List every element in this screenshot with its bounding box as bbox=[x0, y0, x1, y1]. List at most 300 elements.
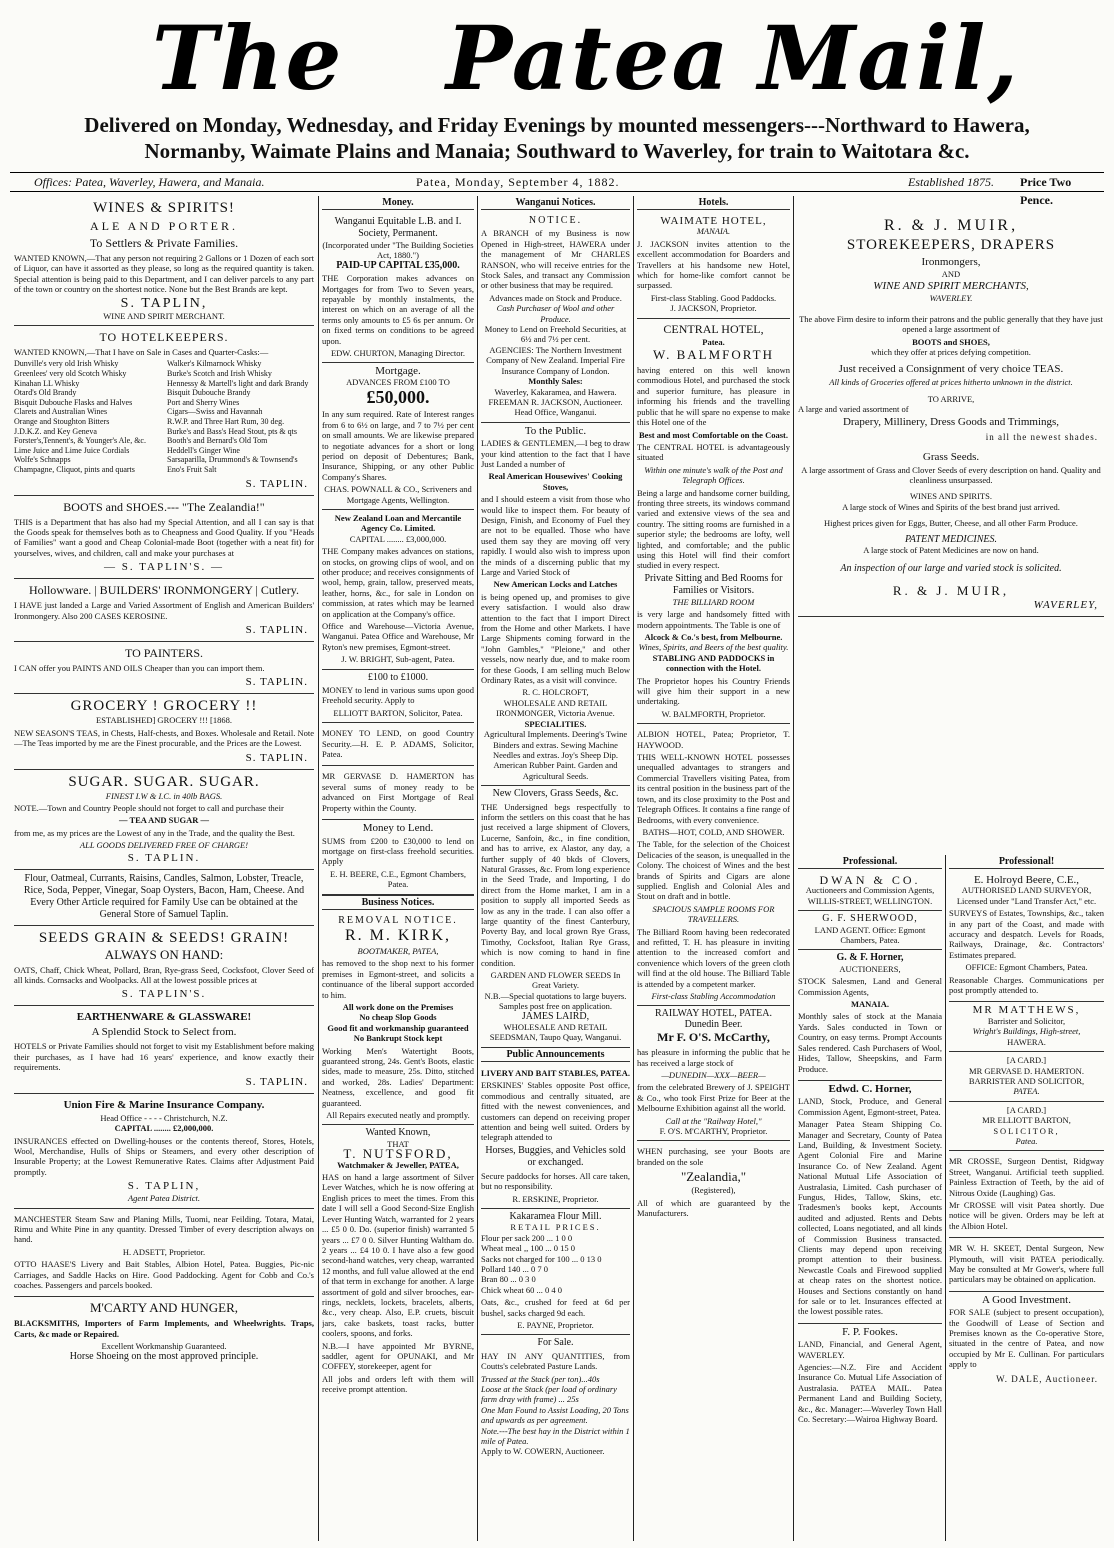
ad-fookes bbox=[798, 1324, 942, 1431]
list-item: Lime Juice and Lime Juice Cordials bbox=[14, 445, 130, 455]
ad-highlight: Best and most Comfortable on the Coast. bbox=[639, 429, 788, 440]
ad-body: The Table, for the selection of the Choicest Delicacies of the season, is unequalled in the Colony. The choicest of Wines and the best brands of Spirits and Cigars are alone supplied. English and Colonial Ales and Stout on draft and in bottle. bbox=[637, 839, 790, 902]
hotel-items-list bbox=[14, 359, 314, 474]
ad-signature: S. TAPLIN, bbox=[127, 1180, 201, 1193]
ad-painters bbox=[14, 642, 314, 694]
list-item: Bisquit Dubouche Brandy bbox=[167, 388, 251, 398]
ad-body: All of which are guaranteed by the Manufacturers. bbox=[637, 1197, 790, 1219]
ad-body: from the celebrated Brewery of J. SPEIGHT & Co., who took First Prize for Beer at the Melbourne Exhibition against all the world. bbox=[637, 1082, 790, 1114]
ad-holcroft bbox=[481, 423, 630, 786]
masthead-word-patea: Patea bbox=[446, 6, 731, 110]
ad-subtitle: To Settlers & Private Families. bbox=[89, 236, 239, 250]
ad-subtitle: CAPITAL ........ £3,000,000. bbox=[349, 533, 447, 544]
ad-signature: E. H. BEERE, C.E., Egmont Chambers, Patea. bbox=[330, 868, 466, 890]
ad-signature: S. TAPLIN. bbox=[245, 477, 308, 490]
ad-body: LAND, Stock, Produce, and General Commission Agent, Egmont-street, Patea. bbox=[798, 1096, 942, 1117]
ad-title: WAIMATE HOTEL, bbox=[660, 215, 767, 227]
column-rule bbox=[318, 196, 319, 1541]
column-rule bbox=[793, 196, 794, 1541]
tagline-line2: Normanby, Waimate Plains and Manaia; Southward to Waverley, for train to Waitotara &c. bbox=[144, 139, 970, 163]
list-item: Wolfe's Schnapps bbox=[14, 455, 71, 465]
ad-body: Loose at the Stack (per load of ordinary farm dray with frame) ... 25s bbox=[481, 1384, 617, 1405]
ad-subtitle: SPECIALITIES. bbox=[524, 718, 587, 729]
ad-body: Working Men's Watertight Boots, guaranteed strong, 24s. Gent's Boots, elastic sides, made to measure, 25s. Ditto, stitched and worked, 28s. Ladies' Department: Neatness, excellence, and good fit guaranteed. bbox=[322, 1045, 474, 1108]
ad-highlight: CAPITAL ........ £2,000,000. bbox=[114, 1123, 214, 1134]
ad-body: having entered on this well known commodious Hotel, and purchased the stock and superior furniture, has pleasure in informing his friends and the travelling public that he will spare no expense to make this Hotel one of the bbox=[637, 365, 790, 428]
ad-body: WANTED KNOWN,—That any person not requiring 2 Gallons or 1 Dozen of each sort of Liquor, can have it assorted as they please, so long as the required quantity is taken. Special attention is being paid to this Department, and I can deliver parcels to any part of the town or country on the shortest notice. None but the Best Brands are kept. bbox=[14, 253, 314, 295]
ad-highlight: £50,000. bbox=[366, 387, 430, 408]
offices-text: Offices: Patea, Waverley, Hawera, and Manaia. bbox=[34, 175, 265, 189]
price-row: Pollard 140 ... 0 7 0 bbox=[481, 1263, 549, 1274]
ad-body: A large stock of Wines and Spirits of the best brand just arrived. bbox=[842, 501, 1060, 512]
ad-body: Mr CROSSE will visit Patea shortly. Due notice will be given. Orders may be left at the Albion Hotel. bbox=[949, 1199, 1104, 1231]
section-header-professional: Professional! bbox=[949, 855, 1104, 869]
ad-subtitle: WAVERLEY. bbox=[929, 293, 973, 304]
tagline-line1: Delivered on Monday, Wednesday, and Friday Evenings by mounted messengers---Northward to Hawera, bbox=[84, 113, 1030, 137]
ad-title: Wanganui Equitable L.B. and I. Society, Permanent. bbox=[334, 216, 462, 239]
ad-body: BLACKSMITHS, Importers of Farm Implements, and Wheelwrights. Traps, Carts, &c made or Repaired. bbox=[14, 1318, 314, 1339]
ad-erskine-stables bbox=[481, 1065, 630, 1209]
ad-signature: EDW. CHURTON, Managing Director. bbox=[330, 348, 466, 359]
ad-subtitle: A Splendid Stock to Select from. bbox=[91, 1026, 237, 1039]
ad-body: Note.---The best hay in the District within 1 mile of Patea. bbox=[481, 1425, 630, 1447]
ad-body: N.B.—Special quotations to large buyers. Samples post free on application. bbox=[484, 990, 627, 1012]
ad-jackson-notice bbox=[481, 213, 630, 423]
ad-title: MR ELLIOTT BARTON, bbox=[982, 1115, 1071, 1126]
ad-body: HAS on hand a large assortment of Silver Lever Watches, which he is now offering at English prices to meet the times. From this date I will sell a Good Second-Size English Lever Hunting Watch, warranted for 2 years ... £5 0 0. Do. (superior finish) warranted 5 years ... £7 0 0. Silver Hunting Waltham do. 2 years ... £4 10 0. I have also a few good second-hand watches, very cheap, warranted 12 months, and full value allowed at the end of that term in exchange for another. A large assortment of gold and silver brooches, ear-rings, necklets, lockets, bracelets, alberts, &c., very cheap. Also, E.P. cruets, biscuit jars, cake baskets, toast racks, butter coolers, spoons, and forks. bbox=[322, 1172, 474, 1339]
section-header-public: Public Announcements bbox=[481, 1048, 630, 1062]
ad-zealandia-boots bbox=[637, 1141, 790, 1224]
ad-body: which they offer at prices defying competition. bbox=[871, 347, 1031, 358]
ad-signature: R. C. HOLCROFT, bbox=[522, 687, 589, 698]
list-item: Cigars—Swiss and Havannah bbox=[167, 407, 263, 417]
ad-body: First-class Stabling. Good Paddocks. bbox=[650, 292, 777, 303]
section-header-money: Money. bbox=[322, 196, 474, 210]
ad-title: RAILWAY HOTEL, PATEA. bbox=[654, 1008, 773, 1020]
ad-title: Wanted Known, bbox=[365, 1127, 431, 1139]
ad-waimate-hotel bbox=[637, 213, 790, 319]
ad-highlight: T. NUTSFORD, bbox=[343, 1146, 453, 1162]
ad-subtitle: (Registered), bbox=[691, 1185, 736, 1196]
ad-hamerton-card bbox=[949, 1052, 1104, 1102]
ad-highlight: — TEA AND SUGAR — bbox=[118, 815, 210, 826]
ad-union-insurance bbox=[14, 1094, 314, 1209]
ad-body: N.B.—I have appointed Mr BYRNE, saddler, agent for OPUNAKI, and Mr COFFEY, storekeeper, agent for bbox=[322, 1340, 474, 1372]
ad-grocery bbox=[14, 694, 314, 769]
ad-signature: CHAS. POWNALL & CO., Scriveners and Mortgage Agents, Wellington. bbox=[324, 484, 472, 505]
ad-subtitle: MANAIA. bbox=[696, 226, 731, 237]
ad-body: Money to Lend on Freehold Securities, at 6½ and 7½ per cent. bbox=[484, 324, 627, 345]
ad-title: DWAN & CO. bbox=[819, 873, 921, 887]
ad-title: NOTICE. bbox=[528, 215, 583, 226]
ad-body: from me, as my prices are the Lowest of any in the Trade, and the quality the Best. bbox=[14, 827, 295, 838]
ad-title: ALBION HOTEL, Patea; Proprietor, T. HAYWOOD. bbox=[637, 729, 790, 750]
list-item: Clarets and Australian Wines bbox=[14, 407, 108, 417]
ad-signature: W. BALMFORTH, Proprietor. bbox=[661, 708, 766, 719]
ad-body: Secure paddocks for horses. All care taken, but no responsibility. bbox=[481, 1170, 630, 1192]
ad-signature: Agent Patea District. bbox=[127, 1193, 200, 1204]
ad-sugar bbox=[14, 770, 314, 870]
ad-subtitle: MANAIA. bbox=[850, 999, 889, 1010]
ad-signature: R. & J. MUIR, bbox=[892, 582, 1010, 598]
ad-sherwood bbox=[798, 911, 942, 950]
ad-highlight: No Bankrupt Stock kept bbox=[353, 1033, 443, 1044]
ad-body: STOCK Salesmen, Land and General Commission Agents, bbox=[798, 976, 942, 997]
ad-body: HOTELS or Private Families should not forget to visit my Establishment before making their purchases, as I have had 16 years' experience, and know exactly their requirements. bbox=[14, 1041, 314, 1073]
ad-signature: S. TAPLIN. bbox=[245, 676, 308, 689]
ad-title: G. F. SHERWOOD, bbox=[822, 913, 918, 925]
ad-signature: JAMES LAIRD, bbox=[521, 1010, 590, 1022]
ad-highlight: R. M. KIRK, bbox=[344, 926, 451, 944]
ad-wanganui-equitable bbox=[322, 213, 474, 363]
section-header-wanganui: Wanganui Notices. bbox=[481, 196, 630, 210]
list-item: Dunville's very old Irish Whisky bbox=[14, 359, 119, 369]
ad-matthews bbox=[949, 1002, 1104, 1052]
ad-highlight: Good fit and workmanship guaranteed bbox=[327, 1022, 469, 1033]
ad-body: HAWERA. bbox=[1007, 1036, 1046, 1047]
ad-body: AUTHORISED LAND SURVEYOR, Licensed under "Land Transfer Act," etc. bbox=[956, 885, 1097, 906]
list-item: Walker's Kilmarnock Whisky bbox=[167, 359, 262, 369]
ad-laird-seeds bbox=[481, 786, 630, 1048]
ad-body: NEW SEASON'S TEAS, in Chests, Half-chests, and Boxes. Wholesale and Retail. Note—The Teas imported by me are the Finest procurable, and the Prices are the Lowest. bbox=[14, 727, 314, 749]
ad-subtitle: AUCTIONEERS, bbox=[839, 963, 901, 974]
ad-signature: WAVERLEY, bbox=[1033, 598, 1098, 611]
column-1 bbox=[14, 196, 314, 1541]
ad-body: One Man Found to Assist Loading, 20 Tons and upwards as per agreement. bbox=[481, 1404, 629, 1426]
ad-body: Barrister and Solicitor, bbox=[987, 1015, 1066, 1026]
ad-ironmongery bbox=[14, 579, 314, 642]
price-row: Chick wheat 60 ... 0 4 0 bbox=[481, 1284, 562, 1295]
ad-body: PATEA. bbox=[1013, 1086, 1040, 1097]
ad-title: MR MATTHEWS, bbox=[972, 1004, 1081, 1017]
ad-title: New Zealand Loan and Mercantile Agency Co. Limited. bbox=[334, 512, 462, 534]
ad-body: LADIES & GENTLEMEN,—I beg to draw your kind attention to the fact that I have Just Landed a number of bbox=[481, 438, 630, 469]
ad-title: M'CARTY AND HUNGER, bbox=[89, 1300, 239, 1316]
ad-body: AGENCIES: The Northern Investment Company of New Zealand. Imperial Fire Insurance Company of London. bbox=[486, 344, 625, 376]
ad-body: Reasonable Charges. Communications per post promptly attended to. bbox=[949, 974, 1104, 996]
ad-title: To the Public. bbox=[524, 424, 587, 437]
ad-highlight: BOOTS and SHOES, bbox=[912, 336, 990, 347]
ad-body: SUMS from £200 to £30,000 to lend on mortgage on first-class freehold securities. Apply bbox=[322, 835, 474, 867]
ad-body: All Repairs executed neatly and promptly. bbox=[326, 1110, 470, 1121]
list-item: Heddell's Ginger Wine bbox=[167, 445, 240, 455]
ad-body: MONEY to lend in various sums upon good Freehold security. Apply to bbox=[322, 685, 474, 706]
ad-subtitle: Head Office - - - - Christchurch, N.Z. bbox=[100, 1112, 228, 1123]
ad-body: A large stock of Patent Medicines are now on hand. bbox=[863, 545, 1039, 556]
ad-signature: WHOLESALE AND RETAIL SEEDSMAN, Taupo Quay, Wanganui. bbox=[489, 1022, 622, 1043]
ad-signature: R. ERSKINE, Proprietor. bbox=[512, 1193, 599, 1204]
ad-body: THE Undersigned begs respectfully to inform the settlers on this coast that he has just received a large shipment of Clovers, Lucerne, Sanfoin, &c., in fine condition, and has to arrive, ex Alastor, any day, a further supply of 40 bkds of Clovers, Natural Grasses, &c. From long experience in the Seed Trade, and Importing, I do direct from the Home market, I am in a position to supply all imported Seeds as low as any in the trade. I can also offer a large quantity of the finest Canterbury, Poverty Bay, and local grown Rye Grass, Timothy, Cocksfoot, Italian Rye Grass, which is now coming to hand in fine condition. bbox=[481, 801, 630, 968]
ad-subtitle: PATENT MEDICINES. bbox=[904, 533, 998, 545]
ad-highlight: Just received a Consignment of very choice TEAS. bbox=[838, 363, 1064, 376]
column-rule bbox=[477, 196, 478, 1541]
list-item: Bisquit Dubouche Flasks and Halves bbox=[14, 397, 133, 407]
ad-highlight: —DUNEDIN—XXX—BEER— bbox=[661, 1070, 766, 1081]
ad-body: The CENTRAL HOTEL is advantageously situated bbox=[637, 441, 790, 463]
list-item: J.D.K.Z. and Key Geneva bbox=[14, 426, 97, 436]
ad-body: In any sum required. Rate of Interest ranges from 6 to 6½ on large, and 7 to 7½ per cent on small amounts. We are likewise prepared to negotiate advances for a short or long period on deposit of Debentures; Bank, Insurance, Shipping, or any other Public Company's Shares. bbox=[322, 409, 474, 482]
ad-body: and I should esteem a visit from those who would like to inspect them. For beauty of Design, Finish, and Economy of Fuel they are not to be equalled. Those who have used them say they are moving off very rapidly. I would also wish to impress upon the minds of a discerning public that my Large and Varied Stock of bbox=[481, 494, 630, 577]
ad-body: The Billiard Room having been redecorated and refitted, T. H. has pleasure in inviting attention to the increased comfort and convenience which lovers of the green cloth will find at the old house. The Billiard Table is attended by a competent marker. bbox=[637, 926, 790, 989]
ad-highlight: No cheap Slop Goods bbox=[359, 1012, 437, 1023]
ad-body: THE Corporation makes advances on Mortgages for from Two to Seven years, repayable by monthly instalments, the interest on which on an average of all the terms only amounts to £5 6s per annum. Or on fixed terms on conditions to be agreed upon. bbox=[322, 273, 474, 346]
ad-body: A large assortment of Grass and Clover Seeds of every description on hand. Quality and cleanliness unsurpassed. bbox=[801, 464, 1101, 486]
ad-mortgage bbox=[322, 363, 474, 509]
ad-body: ERSKINES' Stables opposite Post office, commodious and centrally situated, are fitted with the newest conveniences, and customers can depend on receiving proper attention and being well suited. Orders by telegraph attended to bbox=[481, 1080, 630, 1143]
column-4 bbox=[637, 196, 790, 1541]
ad-body: Auctioneers and Commission Agents, WILLIS-STREET, WELLINGTON. bbox=[805, 885, 935, 906]
ad-title: £100 to £1000. bbox=[367, 671, 429, 683]
ad-body: OATS, Chaff, Chick Wheat, Pollard, Bran, Rye-grass Seed, Cocksfoot, Clover Seed of all kinds. Cornsacks and Woolpacks. All at the lowest possible prices at bbox=[14, 964, 314, 986]
ad-subtitle: (Incorporated under "The Building Societies Act, 1880.") bbox=[322, 240, 474, 261]
ad-body: BARRISTER AND SOLICITOR, bbox=[968, 1075, 1085, 1086]
ad-barton-card bbox=[949, 1102, 1104, 1152]
ad-title: F. P. Fookes. bbox=[842, 1325, 898, 1338]
ad-subtitle: Ironmongers, bbox=[921, 256, 981, 268]
ad-subtitle: WINES AND SPIRITS. bbox=[910, 491, 992, 502]
ad-railway-hotel bbox=[637, 1006, 790, 1141]
ad-body: The Proprietor hopes his Country Friends will give him their support in a new undertaking. bbox=[637, 675, 790, 707]
ad-horner bbox=[798, 950, 942, 1080]
ad-removal-kirk bbox=[322, 913, 474, 1126]
ad-highlight: An inspection of our large and varied stock is solicited. bbox=[840, 562, 1062, 574]
ad-body: All jobs and orders left with them will receive prompt attention. bbox=[322, 1373, 474, 1395]
ad-title: E. Holroyd Beere, C.E., bbox=[973, 874, 1080, 886]
ad-title: TO HOTELKEEPERS. bbox=[99, 330, 229, 345]
ad-money-to-lend bbox=[322, 820, 474, 894]
ad-signature: S. TAPLIN. bbox=[245, 751, 308, 764]
ad-grain-seeds bbox=[14, 926, 314, 1007]
ad-signature: H. ADSETT, Proprietor. bbox=[122, 1246, 206, 1257]
ad-body: is being opened up, and promises to give every satisfaction. I would also draw attention to the fact that I import Direct from the Home and other Markets. I have Large Shipments coming forward in the "John Gambles," "Pleione," and other vessels, now nearly due, and to make room for these Goods, I am selling much Below Ordinary Rates, as a visit will convince. bbox=[481, 591, 630, 686]
ad-title: G. & F. Horner, bbox=[836, 952, 904, 964]
ad-dwan bbox=[798, 872, 942, 911]
ad-title: CENTRAL HOTEL, bbox=[663, 321, 764, 336]
ad-body: NOTE.—Town and Country People should not forget to call and purchase their bbox=[14, 803, 284, 814]
price-row: Wheat meal ,, 100 ... 0 15 0 bbox=[481, 1243, 575, 1254]
ad-central-hotel bbox=[637, 319, 790, 725]
ad-highlight: Horses, Buggies, and Vehicles sold or exchanged. bbox=[485, 1144, 626, 1168]
ad-muir bbox=[798, 196, 1104, 617]
ad-highlight: Real American Housewives' Cooking Stoves, bbox=[488, 471, 623, 492]
ad-body: FOR SALE (subject to present occupation), the Goodwill of Lease of Section and Premises known as the Co-operative Store, situated in the centre of Patea, and now occupied by Mr E. Cullinan. For particulars apply to bbox=[949, 1307, 1104, 1370]
ad-subtitle: FINEST I.W & I.C. in 40lb BAGS. bbox=[105, 790, 223, 801]
ad-body: GARDEN AND FLOWER SEEDS In Great Variety. bbox=[490, 970, 621, 991]
column-2 bbox=[322, 196, 474, 1541]
ad-body: WANTED KNOWN,—That I have on Sale in Cases and Quarter-Casks:— bbox=[14, 347, 269, 358]
ad-title: Kakaramea Flour Mill. bbox=[509, 1210, 602, 1222]
ad-body: THIS is a Department that has also had my Special Attention, and all I can say is that the Goods speak for themselves both as to Cheapness and Good Quality. If you "Heads of Families" want a good and Cheap Colonial-made Boot (together with a neat fit) for yourselves, wives, and children, call and make your purchases at bbox=[14, 516, 314, 558]
ad-edwd-horner bbox=[798, 1081, 942, 1324]
ad-body: Waverley, Kakaramea, and Hawera. bbox=[494, 386, 617, 397]
ad-money-to-lend-adams bbox=[322, 723, 474, 766]
ad-body: J. JACKSON invites attention to the excellent accommodation for Boarders and Travellers at his handsome new Hotel, which for home-like comfort cannot be surpassed. bbox=[637, 238, 790, 291]
ad-body: Trussed at the Stack (per ton)...40s bbox=[481, 1373, 600, 1384]
ad-subtitle: TO ARRIVE, bbox=[927, 393, 975, 404]
column-rule bbox=[633, 196, 634, 1541]
column-3 bbox=[481, 196, 630, 1541]
ad-subtitle: [A CARD.] bbox=[1006, 1104, 1047, 1115]
ad-signature: ELLIOTT BARTON, Solicitor, Patea. bbox=[333, 707, 463, 718]
ad-subtitle: THAT bbox=[387, 1138, 409, 1149]
ad-body: Highest prices given for Eggs, Butter, Cheese, and all other Farm Produce. bbox=[824, 518, 1078, 529]
ad-body: Manager Patea Steam Shipping Co. Manager and Secretary, County of Patea Land, Building, & Investment Society. Agent Colonial Fire and Marine Insurance Co. of New Zealand. Agent National Mutual Life Association of Australasia, Limited. Cash purchaser of Fungus, Hides, Tallow, Skins, etc. Tradesmen's books kept, Accounts audited and adjusted. Rents and Debts collected, Loans negotiated, and all kinds of Commission Business transacted. Clients may depend upon receiving prompt attention to their business. Newcastle Coals and Firewood supplied at cheap rates on the shortest notice. Houses and Sections constantly on hand for sale or to let. Insurances effected at the lowest possible rates. bbox=[798, 1119, 942, 1317]
list-item: Champagne, Cliquot, pints and quarts bbox=[14, 464, 135, 474]
list-item: Port and Sherry Wines bbox=[167, 397, 240, 407]
ad-body: OTTO HAASE'S Livery and Bait Stables, Albion Hotel, Patea. Buggies, Pic-nic Carriages, and Saddle Hacks on Hire. Good Paddocking. Agent for Cobb and Co.'s coaches. Passengers and parcels booked. bbox=[14, 1259, 314, 1290]
ad-body: Advances made on Stock and Produce. bbox=[489, 292, 622, 303]
ad-body: Office and Warehouse—Victoria Avenue, Wanganui. Patea Office and Warehouse, Mr Ryton's new premises, Egmont-street. bbox=[322, 621, 474, 652]
ad-skeet-dentist bbox=[949, 1238, 1104, 1292]
ad-highlight: STABLING AND PADDOCKS in connection with the Hotel. bbox=[652, 652, 775, 674]
ad-subtitle: ESTABLISHED] GROCERY !!! [1868. bbox=[96, 715, 232, 726]
ad-subtitle: AND bbox=[941, 269, 961, 279]
ad-crosse-dentist bbox=[949, 1151, 1104, 1238]
ad-title: EARTHENWARE & GLASSWARE! bbox=[76, 1011, 252, 1024]
ad-subtitle: Monthly Sales: bbox=[528, 376, 583, 387]
masthead-word-mail: Mail, bbox=[758, 6, 1020, 110]
ad-title: Edwd. C. Horner, bbox=[828, 1082, 912, 1095]
issue-date: Patea, Monday, September 4, 1882. bbox=[416, 175, 620, 189]
ad-body: Head Office, Wanganui. bbox=[514, 407, 597, 418]
ad-title: MR GERVASE D. HAMERTON. bbox=[969, 1065, 1084, 1076]
ad-body: A large and varied assortment of bbox=[798, 404, 909, 415]
ad-body: THIS WELL-KNOWN HOTEL possesses unequalled advantages to strangers and Commercial Travellers visiting Patea, from its central position in the business part of the town, and its close proximity to the Post and Telegraph Offices. It contains a fine range of Bedrooms, with every convenience. bbox=[637, 752, 790, 825]
masthead bbox=[0, 8, 1114, 110]
ad-signature: F. O'S. M'CARTHY, Proprietor. bbox=[659, 1126, 768, 1137]
ad-loan bbox=[322, 670, 474, 724]
ad-title: For Sale. bbox=[537, 1337, 574, 1349]
list-item: Orange and Stoughton Bitters bbox=[14, 417, 110, 426]
ad-body: MR GERVASE D. HAMERTON has several sums of money ready to be advanced on First Mortgage of Real Property within the County. bbox=[322, 771, 474, 813]
ad-title: SEEDS GRAIN & SEEDS! GRAIN! bbox=[38, 929, 290, 946]
ad-wines-spirits bbox=[14, 196, 314, 326]
ad-earthenware bbox=[14, 1006, 314, 1093]
ad-body: Excellent Workmanship Guaranteed. bbox=[101, 1341, 227, 1352]
ad-signature: S. TAPLIN'S. bbox=[121, 988, 207, 1001]
ad-title: LIVERY AND BAIT STABLES, PATEA. bbox=[481, 1067, 630, 1078]
ad-subtitle: Watchmaker & Jeweller, PATEA, bbox=[337, 1159, 459, 1170]
ad-title: WINES & SPIRITS! bbox=[93, 200, 235, 216]
price-row: Flour per sack 200 ... 1 0 0 bbox=[481, 1232, 573, 1243]
section-header-business: Business Notices. bbox=[322, 895, 474, 910]
price-row: Sacks not charged for 100 ... 0 13 0 bbox=[481, 1253, 602, 1264]
ad-subtitle: Dunedin Beer. bbox=[684, 1018, 743, 1030]
ad-body: has removed to the shop next to his former premises in Egmont-street, and solicits a continuance of the liberal support accorded to him. bbox=[322, 958, 474, 1000]
ad-signature: Apply to W. COWERN, Auctioneer. bbox=[481, 1446, 605, 1457]
ad-subtitle: Grass Seeds. bbox=[922, 450, 980, 463]
ad-body: Call at the "Railway Hotel," bbox=[665, 1115, 762, 1126]
ad-signature: S. TAPLIN. bbox=[127, 851, 201, 864]
ad-good-investment bbox=[949, 1292, 1104, 1390]
ad-body: Cash Purchaser of Wool and other Produce. bbox=[496, 303, 615, 324]
ad-subtitle: BATHS—HOT, COLD, AND SHOWER. bbox=[642, 826, 785, 837]
section-header-hotels: Hotels. bbox=[637, 196, 790, 210]
ad-saw-mills-and-stables bbox=[14, 1209, 314, 1298]
ad-highlight: PAID-UP CAPITAL £35,000. bbox=[336, 259, 460, 271]
list-item: Kinahan LL Whisky bbox=[14, 378, 80, 388]
ad-title: Money to Lend. bbox=[362, 822, 434, 835]
ad-body: HAY IN ANY QUANTITIES, from Coutts's celebrated Pasture Lands. bbox=[481, 1350, 630, 1372]
column-5-muir bbox=[798, 196, 1104, 846]
ad-signature: S. TAPLIN. bbox=[245, 1075, 308, 1088]
price-row: Bran 80 ... 0 3 0 bbox=[481, 1274, 536, 1285]
established-text: Established 1875. bbox=[908, 175, 994, 189]
ad-signature: E. PAYNE, Proprietor. bbox=[517, 1320, 594, 1330]
ad-subtitle: STOREKEEPERS, DRAPERS bbox=[846, 237, 1056, 253]
ad-body: A BRANCH of my Business is now Opened in High-street, HAWERA under the management of Mr CHARLES RANSON, who will receive entries for the Stock Sales, and transact any Commission or other business that may be required. bbox=[481, 228, 630, 291]
ad-body: First-class Stabling Accommodation bbox=[651, 991, 776, 1001]
ad-title: New Clovers, Grass Seeds, &c. bbox=[492, 788, 619, 800]
ad-subtitle: WINE AND SPIRIT MERCHANTS, bbox=[873, 280, 1029, 293]
ad-body: Wines, Spirits, and Beers of the best quality. bbox=[638, 642, 789, 653]
ad-signature: WHOLESALE AND RETAIL IRONMONGER, Victoria Avenue. bbox=[496, 697, 615, 719]
price-text: Price Two Pence. bbox=[1020, 175, 1072, 207]
ad-signature: S. TAPLIN. bbox=[245, 624, 308, 636]
ad-title: GROCERY ! GROCERY !! bbox=[70, 698, 258, 715]
list-item: Sarsaparilla, Drummond's & Townsend's bbox=[167, 455, 298, 465]
ad-body: Agricultural Implements. Deering's Twine Binders and extras. Sewing Machine Needles and extras. Joy's Sheep Dip. American Rubber Paint. Garden and Agricultural Seeds. bbox=[483, 729, 628, 781]
ad-body: I CAN offer you PAINTS AND OILS Cheaper than you can import them. bbox=[14, 663, 265, 673]
ad-hamerton bbox=[322, 766, 474, 820]
ad-subtitle: BOOTMAKER, PATEA, bbox=[357, 945, 439, 956]
ad-flour bbox=[14, 870, 314, 926]
ad-body: has pleasure in informing the public that he has received a large stock of bbox=[637, 1047, 790, 1068]
list-item: Burke's and Bass's Head Stout, pts & qts bbox=[167, 426, 297, 436]
ad-title: SUGAR. SUGAR. SUGAR. bbox=[68, 773, 260, 790]
price-row: Oats, &c., crushed for feed at 6d per bushel, sacks charged 9d each. bbox=[481, 1297, 630, 1318]
ad-body: MR CROSSE, Surgeon Dentist, Ridgway Street, Wanganui. Artificial teeth supplied. Painless Extraction of Teeth, by the aid of Nitrous Oxide (Laughing) Gas. bbox=[949, 1156, 1104, 1198]
ad-body: I HAVE just landed a Large and Varied Assortment of English and American Builders' Ironmongery. Also 200 CASES KEROSINE. bbox=[14, 600, 314, 621]
ad-signature: S. TAPLIN, bbox=[120, 295, 208, 311]
ad-body: All kinds of Groceries offered at prices hitherto unknown in the district. bbox=[829, 377, 1073, 388]
ad-body: MR W. H. SKEET, Dental Surgeon, New Plymouth, will visit PATEA periodically. May be consulted at Mr Gower's, where full particulars may be obtained on application. bbox=[949, 1243, 1104, 1285]
ad-highlight: W. BALMFORTH bbox=[653, 347, 774, 363]
ad-highlight: "Zealandia," bbox=[680, 1169, 747, 1185]
ad-kakaramea-mill bbox=[481, 1209, 630, 1335]
ad-body: Flour, Oatmeal, Currants, Raisins, Candles, Salmon, Lobster, Treacle, Rice, Soda, Pepper, Vinegar, Soap Oysters, Bacon, Ham, Cheese. And Every Other Article required for Family Use can be obtained at the General Store of Samuel Taplin. bbox=[23, 872, 305, 920]
ad-body: is very large and handsomely fitted with modern appointments. The Table is one of bbox=[637, 609, 790, 630]
list-item: Booth's and Bernard's Old Tom bbox=[167, 436, 268, 446]
list-item: Otard's Old Brandy bbox=[14, 388, 77, 398]
ad-albion-hotel bbox=[637, 724, 790, 1006]
ad-title: BOOTS and SHOES.--- "The Zealandia!" bbox=[63, 499, 265, 514]
list-item: Hennessy & Martell's light and dark Brandy bbox=[167, 378, 309, 388]
ad-body: OFFICE: Egmont Chambers, Patea. bbox=[965, 962, 1088, 973]
ad-highlight: ALL GOODS DELIVERED FREE OF CHARGE! bbox=[79, 840, 249, 851]
ad-subtitle: RETAIL PRICES. bbox=[510, 1222, 601, 1233]
ad-signature: J. JACKSON, Proprietor. bbox=[670, 303, 757, 314]
ad-subtitle: ALWAYS ON HAND: bbox=[104, 946, 224, 962]
ad-title: REMOVAL NOTICE. bbox=[338, 914, 458, 926]
ad-title: Hollowware. | BUILDERS' IRONMONGERY | Cutlery. bbox=[28, 583, 300, 598]
ad-body: Being a large and handsome corner building, fronting three streets, its windows command varied and extensive views of the sea and country. The sitting rooms are furnished in a superior style; the bedrooms are lofty, well lighted, and comfortable; and the public using this Hotel will find their comfort studied in every respect. bbox=[637, 487, 790, 571]
ad-highlight: New American Locks and Latches bbox=[493, 579, 618, 590]
ad-title: Union Fire & Marine Insurance Company. bbox=[63, 1098, 265, 1111]
ad-body: THE Company makes advances on stations, on stocks, on growing clips of wool, and on other produce; and receives consignments of wool, hemp, grain, tallow, preserved meats, leather, horns, &c., for sale in London on commission, at rates which may be learned on application at the Company's office. bbox=[322, 546, 474, 619]
ad-subtitle: ALE AND PORTER. bbox=[90, 219, 238, 233]
ad-highlight: Private Sitting and Bed Rooms for Families or Visitors. bbox=[644, 572, 783, 596]
ad-highlight: Alcock & Co.'s best, from Melbourne. bbox=[644, 632, 783, 642]
list-item: Eno's Fruit Salt bbox=[167, 464, 217, 474]
ad-beere bbox=[949, 872, 1104, 1002]
ad-highlight: Mr F. O'S. McCarthy, bbox=[657, 1030, 770, 1045]
ad-boots-shoes bbox=[14, 496, 314, 580]
ad-subtitle: ADVANCES FROM £100 TO bbox=[346, 376, 450, 387]
ad-highlight: Drapery, Millinery, Dress Goods and Trimmings, bbox=[842, 415, 1060, 428]
ad-title: Mortgage. bbox=[375, 365, 421, 378]
ad-title: R. & J. MUIR, bbox=[883, 217, 1019, 234]
